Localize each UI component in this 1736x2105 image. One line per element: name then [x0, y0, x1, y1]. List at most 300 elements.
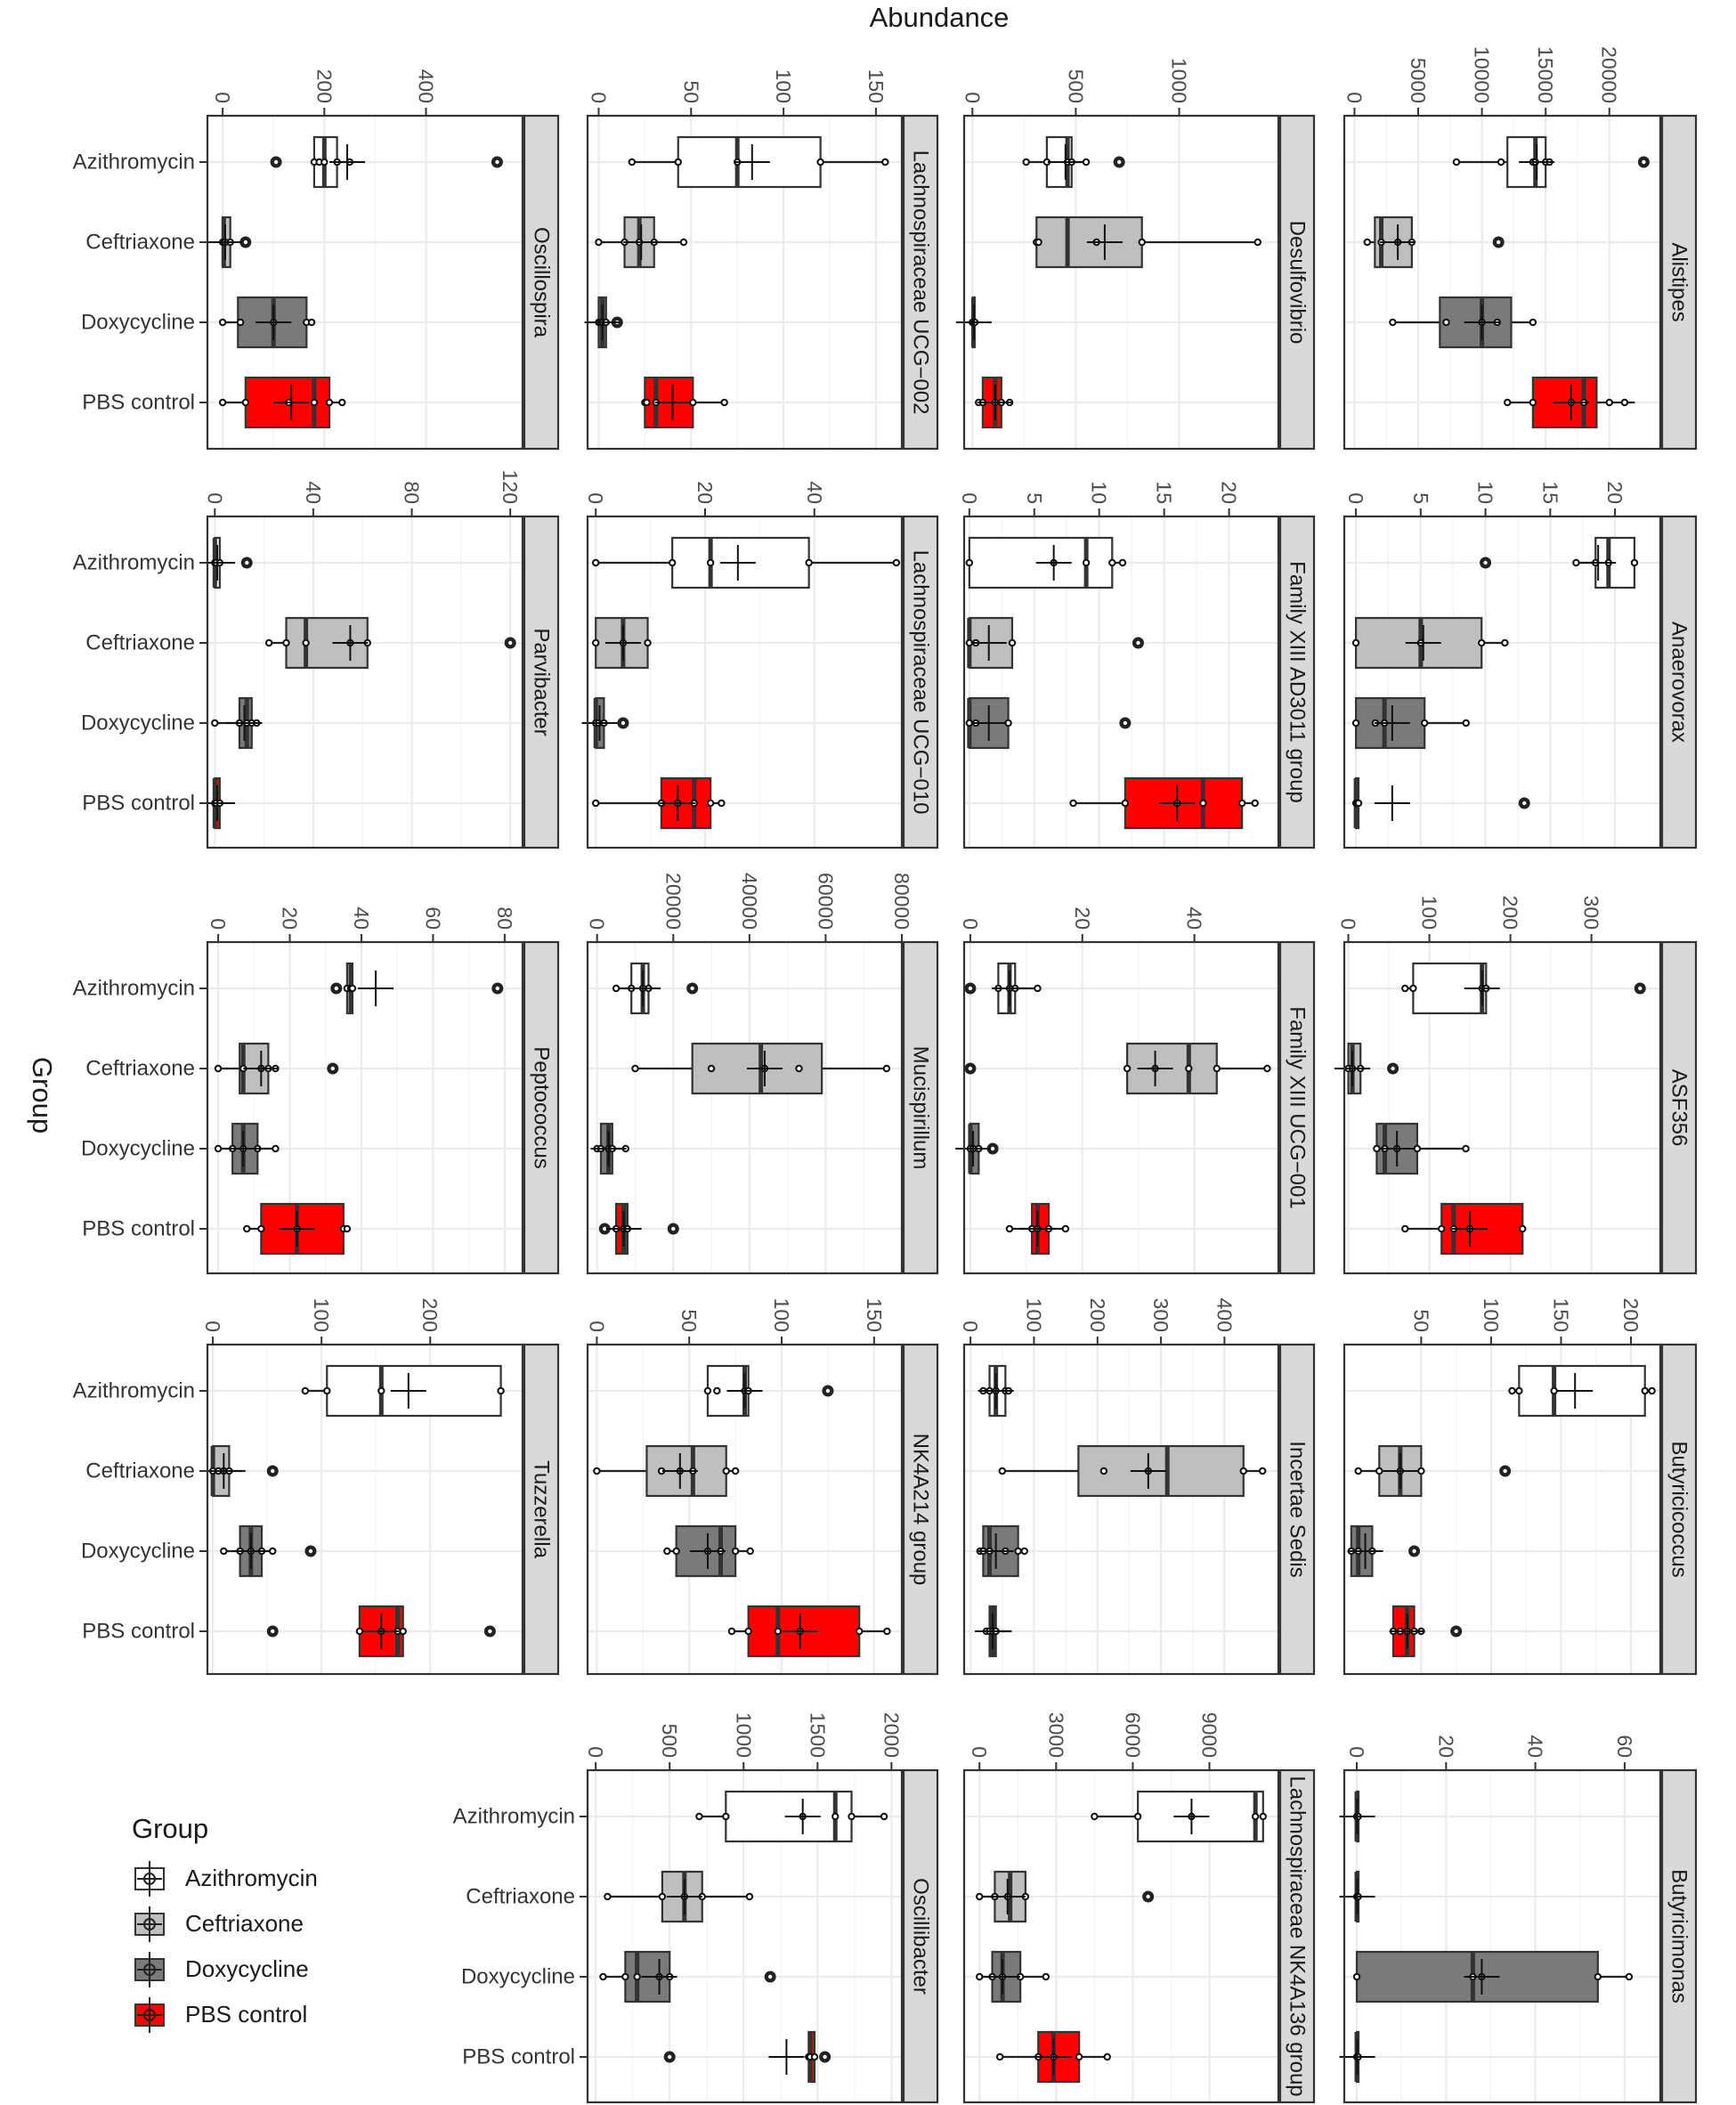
data-point [708, 801, 713, 806]
data-point [1214, 1066, 1220, 1071]
data-point [681, 240, 686, 245]
strip-label: Alistipes [1667, 242, 1691, 322]
tick-label: 0 [587, 92, 611, 103]
outlier-center [271, 1630, 274, 1633]
data-point [498, 1388, 503, 1394]
strip-label: Tuzzerella [529, 1460, 554, 1558]
tick-label: 200 [1085, 1297, 1109, 1332]
tick-label: 0 [961, 92, 985, 103]
data-point [357, 1629, 362, 1634]
data-point [1643, 1388, 1648, 1394]
data-point [1402, 986, 1407, 991]
tick-label: 50 [677, 1309, 702, 1332]
data-point [1023, 159, 1028, 165]
data-point [378, 1388, 384, 1394]
data-point [832, 1814, 838, 1819]
outlier-center [969, 987, 972, 990]
data-point [660, 1894, 665, 1899]
data-point [221, 1548, 226, 1554]
data-point [1498, 159, 1504, 165]
panel-incertae-sedis [959, 1298, 1314, 1674]
tick-label: 0 [585, 918, 609, 930]
tick-label: 500 [1064, 69, 1088, 103]
panel-lachnospiraceae-ucg-010 [582, 481, 937, 848]
data-point [1354, 1974, 1359, 1979]
data-point [1439, 1226, 1444, 1231]
panel-lachnospiraceae-ucg-002 [585, 69, 937, 449]
tick-label: 20 [1603, 481, 1627, 504]
tick-label: 10000 [1470, 46, 1494, 103]
outlier-center [1497, 240, 1500, 244]
tick-label: 0 [968, 1746, 992, 1758]
strip-label: NK4A214 group [908, 1433, 933, 1586]
tick-label: 100 [770, 1297, 794, 1332]
tick-label: 0 [1345, 1746, 1369, 1758]
legend-label: Ceftriaxone [185, 1910, 304, 1937]
data-point [238, 320, 243, 325]
tick-label: 1500 [806, 1711, 830, 1758]
data-point [1000, 1468, 1005, 1474]
panel-mucispirillum [586, 873, 937, 1273]
data-point [1105, 2054, 1110, 2060]
data-point [967, 560, 972, 565]
data-point [622, 1974, 628, 1979]
outlier-center [496, 987, 499, 990]
panel-background [207, 516, 523, 848]
data-point [312, 400, 317, 405]
panel-background [964, 1345, 1278, 1674]
data-point [723, 1814, 728, 1819]
data-point [812, 2054, 817, 2060]
outlier-center [271, 1469, 274, 1473]
data-point [1509, 1388, 1514, 1394]
group-label: Doxycycline [80, 1136, 195, 1161]
data-point [1622, 400, 1627, 405]
data-point [1063, 1226, 1068, 1231]
data-point [1626, 1974, 1632, 1979]
tick-label: 40000 [737, 873, 761, 930]
data-point [1083, 560, 1089, 565]
tick-label: 100 [1479, 1297, 1503, 1332]
outlier-center [1638, 987, 1642, 990]
data-point [1010, 640, 1015, 646]
data-point [270, 1548, 275, 1554]
data-point [1530, 320, 1536, 325]
tick-label: 50 [679, 80, 703, 103]
strip-label: Lachnospiraceae NK4A136 group [1285, 1776, 1310, 2097]
tick-label: 5 [1408, 492, 1432, 504]
data-point [721, 400, 726, 405]
legend-label: Doxycycline [185, 1955, 309, 1982]
data-point [321, 159, 327, 165]
tick-label: 1000 [1167, 57, 1191, 103]
tick-label: 60 [1612, 1735, 1636, 1758]
tick-label: 40 [349, 906, 373, 930]
data-point [1632, 560, 1637, 565]
data-point [673, 1548, 678, 1554]
tick-label: 5 [1022, 492, 1046, 504]
tick-label: 150 [862, 1297, 886, 1332]
data-point [594, 1468, 599, 1474]
data-point [745, 1629, 750, 1634]
tick-label: 200 [1498, 895, 1522, 930]
data-point [1200, 801, 1205, 806]
data-point [1135, 1814, 1140, 1819]
legend-title: Group [132, 1813, 209, 1844]
group-label: Ceftriaxone [85, 630, 195, 655]
group-label: Doxycycline [80, 711, 195, 736]
data-point [977, 1894, 982, 1899]
data-point [718, 801, 724, 806]
legend-key [132, 1861, 167, 1897]
data-point [1260, 1468, 1265, 1474]
data-point [856, 1629, 862, 1634]
group-label: Azithromycin [72, 550, 195, 575]
outlier-center [1503, 1469, 1506, 1473]
group-label: Ceftriaxone [85, 1056, 195, 1081]
tick-label: 200 [312, 69, 337, 103]
data-point [266, 640, 272, 646]
data-point [729, 1629, 734, 1634]
data-point [613, 986, 619, 991]
panel-asf356 [1334, 896, 1696, 1273]
data-point [997, 2054, 1002, 2060]
legend-item-pbs-control [132, 1992, 417, 2037]
data-point [1261, 1814, 1266, 1819]
panel-lachnospiraceae-nk4a136-group [964, 1712, 1314, 2102]
outlier-center [1412, 1549, 1416, 1553]
data-point [1241, 1468, 1246, 1474]
data-point [1109, 560, 1115, 565]
tick-label: 150 [864, 69, 888, 103]
data-point [1479, 640, 1484, 646]
data-point [272, 1146, 278, 1151]
outlier-center [826, 1389, 830, 1393]
panel-background [1344, 116, 1660, 449]
data-point [696, 1814, 702, 1819]
tick-label: 60000 [814, 873, 838, 930]
data-point [593, 560, 598, 565]
data-point [604, 1894, 610, 1899]
tick-label: 9000 [1197, 1711, 1221, 1758]
strip-label: Peptococcus [529, 1046, 554, 1169]
outlier-center [245, 561, 248, 565]
panel-tuzzerella [73, 1298, 558, 1674]
tick-label: 20 [1070, 906, 1094, 930]
data-point [806, 560, 811, 565]
tick-label: 80000 [890, 873, 913, 930]
tick-label: 0 [957, 492, 981, 504]
strip-label: ASF356 [1667, 1069, 1691, 1147]
data-point [1353, 720, 1359, 726]
legend-label: Azithromycin [185, 1865, 318, 1891]
tick-label: 40 [301, 481, 325, 504]
outlier-center [671, 1227, 675, 1231]
outlier-center [823, 2055, 826, 2059]
tick-label: 40 [802, 481, 826, 504]
data-point [1530, 400, 1536, 405]
tick-label: 200 [1619, 1297, 1643, 1332]
x-axis-title: Abundance [869, 2, 1010, 33]
data-point [1607, 400, 1612, 405]
box-azithromycin [1509, 1366, 1654, 1416]
data-point [215, 1146, 221, 1151]
data-point [724, 1468, 729, 1474]
data-point [817, 159, 823, 165]
tick-label: 15 [1152, 481, 1176, 504]
data-point [733, 1468, 738, 1474]
group-label: Azithromycin [72, 1378, 195, 1403]
data-point [593, 640, 598, 646]
data-point [1551, 1388, 1556, 1394]
data-point [1015, 1548, 1020, 1554]
data-point [796, 1066, 801, 1071]
data-point [1022, 1548, 1027, 1554]
box-ceftriaxone [593, 618, 651, 668]
tick-label: 150 [1549, 1297, 1573, 1332]
legend-key [132, 1952, 167, 1987]
data-point [977, 1974, 982, 1979]
data-point [1418, 1468, 1424, 1474]
tick-label: 20000 [661, 873, 685, 930]
tick-label: 300 [1149, 1297, 1173, 1332]
tick-label: 0 [211, 92, 235, 103]
data-point [634, 1974, 639, 1979]
data-point [1595, 1974, 1601, 1979]
data-point [1091, 1814, 1097, 1819]
data-point [244, 1226, 249, 1231]
group-label: Azithromycin [452, 1804, 575, 1829]
data-point [1120, 560, 1125, 565]
tick-label: 120 [499, 469, 523, 504]
outlier-center [1642, 160, 1645, 164]
data-point [283, 640, 288, 646]
data-point [708, 560, 713, 565]
outlier-center [495, 160, 499, 164]
tick-label: 60 [421, 906, 445, 930]
data-point [629, 159, 635, 165]
strip-label: Anaerovorax [1667, 621, 1691, 744]
data-point [1464, 720, 1469, 726]
tick-label: 1000 [732, 1711, 756, 1758]
data-point [1034, 986, 1040, 991]
data-point [882, 159, 888, 165]
panel-desulfovibrio [956, 58, 1314, 449]
tick-label: 0 [958, 918, 982, 930]
legend-item-doxycycline [132, 1947, 417, 1992]
data-point [1255, 240, 1261, 245]
data-point [1376, 1468, 1382, 1474]
data-point [596, 240, 601, 245]
panel-butyricimonas [1340, 1735, 1696, 2102]
box-azithromycin [967, 538, 1126, 588]
group-label: PBS control [462, 2044, 575, 2069]
outlier-center [1454, 1630, 1457, 1633]
group-label: Azithromycin [72, 976, 195, 1001]
tick-label: 3000 [1044, 1711, 1068, 1758]
group-label: PBS control [82, 1619, 195, 1644]
data-point [1356, 1468, 1361, 1474]
data-point [1374, 1146, 1379, 1151]
legend-item-ceftriaxone [132, 1901, 417, 1947]
panel-background [1344, 1770, 1660, 2102]
outlier-center [1124, 721, 1127, 725]
data-point [645, 640, 650, 646]
data-point [690, 400, 695, 405]
tick-label: 0 [203, 492, 227, 504]
tick-label: 20 [1217, 481, 1241, 504]
panel-nk4a214-group [585, 1298, 937, 1674]
panel-butyricicoccus [1344, 1298, 1696, 1674]
panel-anaerovorax [1344, 481, 1696, 848]
tick-label: 50 [1409, 1309, 1433, 1332]
tick-label: 200 [418, 1297, 442, 1332]
tick-label: 500 [658, 1723, 682, 1758]
data-point [1070, 801, 1075, 806]
panel-peptococcus [73, 906, 558, 1273]
data-point [1186, 1066, 1191, 1071]
tick-label: 0 [1336, 918, 1360, 930]
data-point [848, 1814, 854, 1819]
data-point [1101, 1468, 1107, 1474]
data-point [220, 400, 225, 405]
data-point [339, 400, 345, 405]
data-point [1443, 320, 1448, 325]
group-label: PBS control [82, 791, 195, 816]
strip-label: Lachnospiraceae UCG−002 [908, 150, 933, 415]
tick-label: 0 [959, 1321, 983, 1332]
tick-label: 0 [1344, 492, 1368, 504]
group-label: Ceftriaxone [85, 230, 195, 255]
panel-alistipes [1343, 46, 1696, 449]
data-point [1083, 159, 1089, 165]
data-point [1264, 1066, 1270, 1071]
tick-label: 0 [207, 918, 231, 930]
data-point [1454, 159, 1459, 165]
outlier-center [1391, 1067, 1394, 1070]
outlier-center [768, 1975, 772, 1979]
data-point [1239, 801, 1245, 806]
outlier-center [331, 1067, 335, 1070]
data-point [664, 1548, 669, 1554]
data-point [215, 1066, 221, 1071]
strip-label: Oscillibacter [908, 1878, 933, 1995]
data-point [303, 640, 308, 646]
tick-label: 0 [1343, 92, 1367, 103]
group-label: Doxycycline [80, 310, 195, 335]
data-point [1123, 801, 1128, 806]
tick-label: 15 [1538, 481, 1562, 504]
tick-label: 10 [1473, 481, 1497, 504]
data-point [1415, 1146, 1420, 1151]
data-point [401, 1629, 406, 1634]
data-point [243, 400, 248, 405]
tick-label: 80 [492, 906, 516, 930]
data-point [1573, 560, 1578, 565]
tick-label: 20000 [1597, 46, 1621, 103]
outlier-center [1146, 1895, 1149, 1898]
outlier-center [309, 1549, 312, 1553]
data-point [1463, 1146, 1468, 1151]
data-point [705, 1388, 710, 1394]
strip-label: Mucispirillum [908, 1045, 933, 1170]
tick-label: 0 [584, 1746, 608, 1758]
data-point [632, 1066, 637, 1071]
data-point [1253, 801, 1258, 806]
tick-label: 100 [1022, 1297, 1046, 1332]
data-point [600, 1974, 605, 1979]
group-label: PBS control [82, 1216, 195, 1241]
data-point [1505, 400, 1510, 405]
panel-oscillospira [73, 69, 558, 449]
data-point [714, 1388, 719, 1394]
data-point [669, 560, 675, 565]
data-point [1043, 1974, 1049, 1979]
data-point [644, 400, 649, 405]
legend-key [132, 1906, 167, 1942]
data-point [894, 560, 899, 565]
tick-label: 20 [278, 906, 302, 930]
tick-label: 40 [1523, 1735, 1547, 1758]
data-point [676, 159, 681, 165]
tick-label: 10 [1087, 481, 1111, 504]
strip-label: Parvibacter [529, 628, 554, 736]
legend-item-azithromycin [132, 1856, 417, 1901]
strip-label: Desulfovibrio [1285, 220, 1310, 345]
data-point [1124, 1066, 1130, 1071]
strip-label: Oscillospira [529, 226, 554, 338]
panel-family-xiii-ad3011-group [958, 481, 1314, 848]
tick-label: 300 [1579, 895, 1603, 930]
data-point [345, 1226, 350, 1231]
strip-label: Incertae Sedis [1285, 1441, 1310, 1578]
group-label: Doxycycline [80, 1539, 195, 1564]
data-point [1140, 240, 1145, 245]
outlier-center [1522, 801, 1526, 805]
legend-key [132, 1997, 167, 2033]
data-point [1410, 986, 1416, 991]
outlier-center [244, 240, 247, 244]
data-point [1353, 640, 1359, 646]
data-point [258, 1226, 264, 1231]
box-doxycycline [1354, 1952, 1632, 2002]
tick-label: 100 [310, 1297, 334, 1332]
data-point [1390, 320, 1395, 325]
data-point [881, 1814, 887, 1819]
data-point [1402, 1226, 1407, 1231]
tick-label: 0 [584, 492, 608, 504]
tick-label: 100 [772, 69, 796, 103]
data-point [1035, 240, 1041, 245]
data-point [748, 1548, 753, 1554]
tick-label: 20 [693, 481, 717, 504]
tick-label: 400 [1213, 1297, 1237, 1332]
panel-family-xiii-ucg-001 [955, 906, 1314, 1273]
data-point [350, 986, 355, 991]
data-point [709, 1066, 714, 1071]
group-label: PBS control [82, 390, 195, 415]
outlier-center [621, 721, 625, 725]
data-point [884, 1629, 889, 1634]
data-point [324, 1388, 329, 1394]
legend [132, 1813, 417, 2037]
data-point [1365, 240, 1370, 245]
tick-label: 20 [1434, 1735, 1458, 1758]
outlier-center [274, 160, 278, 164]
tick-label: 2000 [880, 1711, 904, 1758]
outlier-center [991, 1147, 994, 1150]
outlier-center [668, 2055, 671, 2059]
